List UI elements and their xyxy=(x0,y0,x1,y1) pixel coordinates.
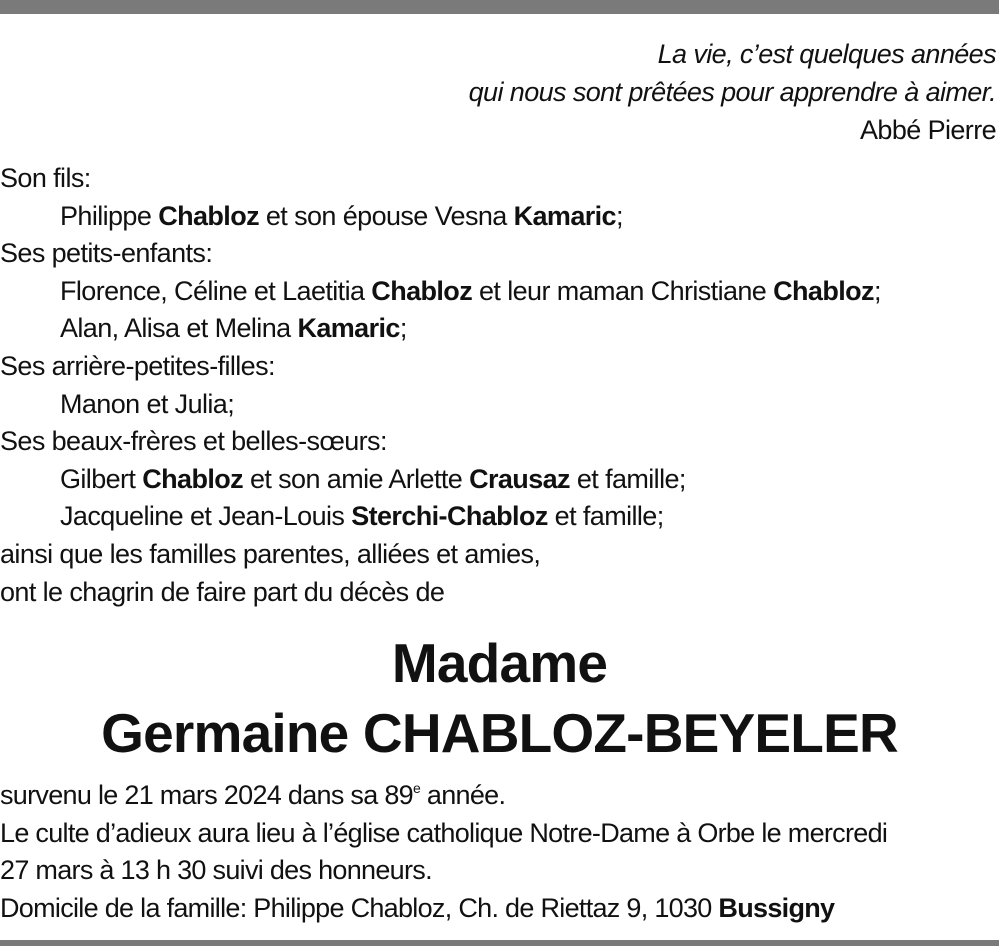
son-end: ; xyxy=(615,200,623,231)
quote-line-1: La vie, c’est quelques années xyxy=(657,39,996,69)
son-first-name: Philippe xyxy=(60,200,152,231)
death-date-start: survenu le 21 mars 2024 dans sa 89 xyxy=(0,780,413,810)
son-label: Son fils: xyxy=(0,163,91,193)
deceased-name: Germaine CHABLOZ-BEYELER xyxy=(101,702,898,764)
in-laws-1-mid: et son amie Arlette xyxy=(249,463,463,494)
great-grandchildren-label: Ses arrière-petites-filles: xyxy=(0,350,275,381)
death-date-line xyxy=(0,777,999,815)
epigraph-quote xyxy=(469,35,996,149)
grandchildren-label: Ses petits-enfants: xyxy=(0,238,213,269)
quote-line-2: qui nous sont prêtées pour apprendre à aimer. xyxy=(468,77,996,107)
grandchildren-1-mid: et leur maman Christiane xyxy=(479,275,767,306)
in-laws-1-end: et famille; xyxy=(576,463,686,494)
service-line-1: Le culte d’adieux aura lieu à l’église catholique Notre-Dame à Orbe le mercredi xyxy=(0,817,888,848)
son-mid-text: et son épouse Vesna xyxy=(265,200,507,231)
service-details xyxy=(0,777,999,927)
in-laws-entry-2 xyxy=(0,498,999,536)
domicile-line xyxy=(0,890,999,928)
in-laws-2-surname: Sterchi-Chabloz xyxy=(351,501,548,532)
in-laws-1-first: Gilbert xyxy=(60,463,136,494)
grandchildren-2-surname: Kamaric xyxy=(297,313,400,344)
grandchildren-1-mother-surname: Chabloz xyxy=(773,275,874,306)
grandchildren-2-names: Alan, Alisa et Melina xyxy=(60,313,291,344)
ordinal-superscript: e xyxy=(412,780,421,796)
top-rule xyxy=(0,0,999,14)
son-surname: Chabloz xyxy=(158,200,259,231)
closing-line-1: ainsi que les familles parentes, alliées et amies, xyxy=(0,538,541,569)
quote-author: Abbé Pierre xyxy=(860,115,996,145)
domicile-town: Bussigny xyxy=(718,892,835,923)
great-grandchildren-entry: Manon et Julia; xyxy=(60,388,235,419)
grandchildren-1-names: Florence, Céline et Laetitia xyxy=(60,275,365,306)
closing-line-2: ont le chagrin de faire part du décès de xyxy=(0,576,445,607)
in-laws-2-end: et famille; xyxy=(554,501,664,532)
domicile-address: Domicile de la famille: Philippe Chabloz, Ch. de Riettaz 9, 1030 xyxy=(0,892,712,923)
in-laws-1-partner-surname: Crausaz xyxy=(469,463,570,494)
grandchildren-1-surname: Chabloz xyxy=(371,275,473,306)
deceased-name-block xyxy=(0,628,999,768)
grandchildren-2-end: ; xyxy=(399,313,407,344)
service-line-2: 27 mars à 13 h 30 suivi des honneurs. xyxy=(0,855,432,886)
son-entry xyxy=(0,198,999,236)
deceased-title: Madame xyxy=(391,632,608,694)
in-laws-2-names: Jacqueline et Jean-Louis xyxy=(60,501,345,532)
in-laws-entry-1 xyxy=(0,461,999,499)
bottom-rule xyxy=(0,940,999,946)
grandchildren-1-end: ; xyxy=(873,275,881,306)
son-spouse-surname: Kamaric xyxy=(513,200,616,231)
grandchildren-entry-1 xyxy=(0,273,999,311)
family-list xyxy=(0,160,999,611)
death-date-end: année. xyxy=(420,780,506,810)
grandchildren-entry-2 xyxy=(0,310,999,348)
in-laws-1-surname: Chabloz xyxy=(142,463,244,494)
in-laws-label: Ses beaux-frères et belles-sœurs: xyxy=(0,426,387,457)
